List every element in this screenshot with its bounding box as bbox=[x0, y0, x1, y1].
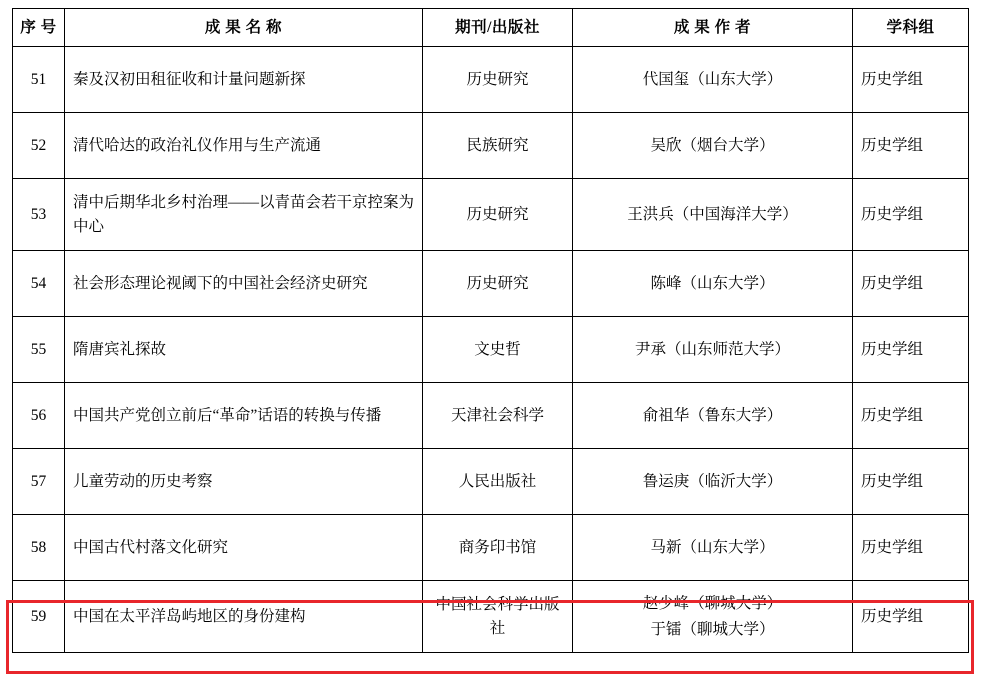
cell-title: 儿童劳动的历史考察 bbox=[65, 449, 423, 515]
column-header-seq: 序 号 bbox=[13, 9, 65, 47]
cell-author bbox=[573, 581, 853, 653]
cell-author bbox=[573, 317, 853, 383]
table-row bbox=[13, 47, 969, 113]
results-table bbox=[12, 8, 969, 653]
table-row-highlighted bbox=[13, 581, 969, 653]
cell-source: 天津社会科学 bbox=[423, 383, 573, 449]
cell-group: 历史学组 bbox=[853, 47, 969, 113]
cell-title: 中国在太平洋岛屿地区的身份建构 bbox=[65, 581, 423, 653]
author-line: 鲁运庚（临沂大学） bbox=[642, 472, 783, 490]
author-line: 陈峰（山东大学） bbox=[650, 274, 775, 292]
author-line: 尹承（山东师范大学） bbox=[634, 340, 790, 358]
cell-seq: 57 bbox=[13, 449, 65, 515]
cell-seq: 53 bbox=[13, 179, 65, 251]
cell-seq: 59 bbox=[13, 581, 65, 653]
cell-title: 隋唐宾礼探故 bbox=[65, 317, 423, 383]
column-header-group: 学科组 bbox=[853, 9, 969, 47]
cell-group: 历史学组 bbox=[853, 251, 969, 317]
column-header-source: 期刊/出版社 bbox=[423, 9, 573, 47]
cell-author bbox=[573, 251, 853, 317]
cell-author bbox=[573, 113, 853, 179]
cell-author bbox=[573, 449, 853, 515]
cell-group: 历史学组 bbox=[853, 515, 969, 581]
cell-source: 历史研究 bbox=[423, 179, 573, 251]
cell-title: 清中后期华北乡村治理——以青苗会若干京控案为中心 bbox=[65, 179, 423, 251]
cell-seq: 51 bbox=[13, 47, 65, 113]
cell-author bbox=[573, 515, 853, 581]
column-header-title: 成 果 名 称 bbox=[65, 9, 423, 47]
cell-seq: 52 bbox=[13, 113, 65, 179]
cell-title: 中国古代村落文化研究 bbox=[65, 515, 423, 581]
cell-source: 文史哲 bbox=[423, 317, 573, 383]
table-row bbox=[13, 515, 969, 581]
cell-source: 人民出版社 bbox=[423, 449, 573, 515]
author-line: 马新（山东大学） bbox=[650, 538, 775, 556]
cell-seq: 56 bbox=[13, 383, 65, 449]
table-row bbox=[13, 383, 969, 449]
cell-group: 历史学组 bbox=[853, 581, 969, 653]
cell-group: 历史学组 bbox=[853, 449, 969, 515]
cell-group: 历史学组 bbox=[853, 179, 969, 251]
table-row bbox=[13, 317, 969, 383]
table-row bbox=[13, 113, 969, 179]
cell-seq: 58 bbox=[13, 515, 65, 581]
cell-title: 社会形态理论视阈下的中国社会经济史研究 bbox=[65, 251, 423, 317]
table-header-row bbox=[13, 9, 969, 47]
cell-author bbox=[573, 47, 853, 113]
table-row bbox=[13, 251, 969, 317]
document-page bbox=[0, 8, 1002, 686]
cell-source: 商务印书馆 bbox=[423, 515, 573, 581]
author-line: 王洪兵（中国海洋大学） bbox=[627, 205, 798, 223]
table-row bbox=[13, 179, 969, 251]
author-line: 于镭（聊城大学） bbox=[650, 620, 775, 638]
cell-author bbox=[573, 179, 853, 251]
cell-group: 历史学组 bbox=[853, 317, 969, 383]
author-line: 赵少峰（聊城大学） bbox=[642, 595, 783, 613]
cell-group: 历史学组 bbox=[853, 113, 969, 179]
cell-source: 中国社会科学出版社 bbox=[423, 581, 573, 653]
cell-title: 中国共产党创立前后“革命”话语的转换与传播 bbox=[65, 383, 423, 449]
cell-seq: 55 bbox=[13, 317, 65, 383]
cell-author bbox=[573, 383, 853, 449]
cell-title: 秦及汉初田租征收和计量问题新探 bbox=[65, 47, 423, 113]
table-header bbox=[13, 9, 969, 47]
cell-group: 历史学组 bbox=[853, 383, 969, 449]
table-row bbox=[13, 449, 969, 515]
cell-source: 历史研究 bbox=[423, 251, 573, 317]
column-header-author: 成 果 作 者 bbox=[573, 9, 853, 47]
cell-seq: 54 bbox=[13, 251, 65, 317]
cell-source: 民族研究 bbox=[423, 113, 573, 179]
author-line: 俞祖华（鲁东大学） bbox=[642, 406, 783, 424]
cell-title: 清代哈达的政治礼仪作用与生产流通 bbox=[65, 113, 423, 179]
author-line: 代国玺（山东大学） bbox=[642, 70, 783, 88]
table-body bbox=[13, 47, 969, 653]
author-line: 吴欣（烟台大学） bbox=[650, 136, 775, 154]
cell-source: 历史研究 bbox=[423, 47, 573, 113]
